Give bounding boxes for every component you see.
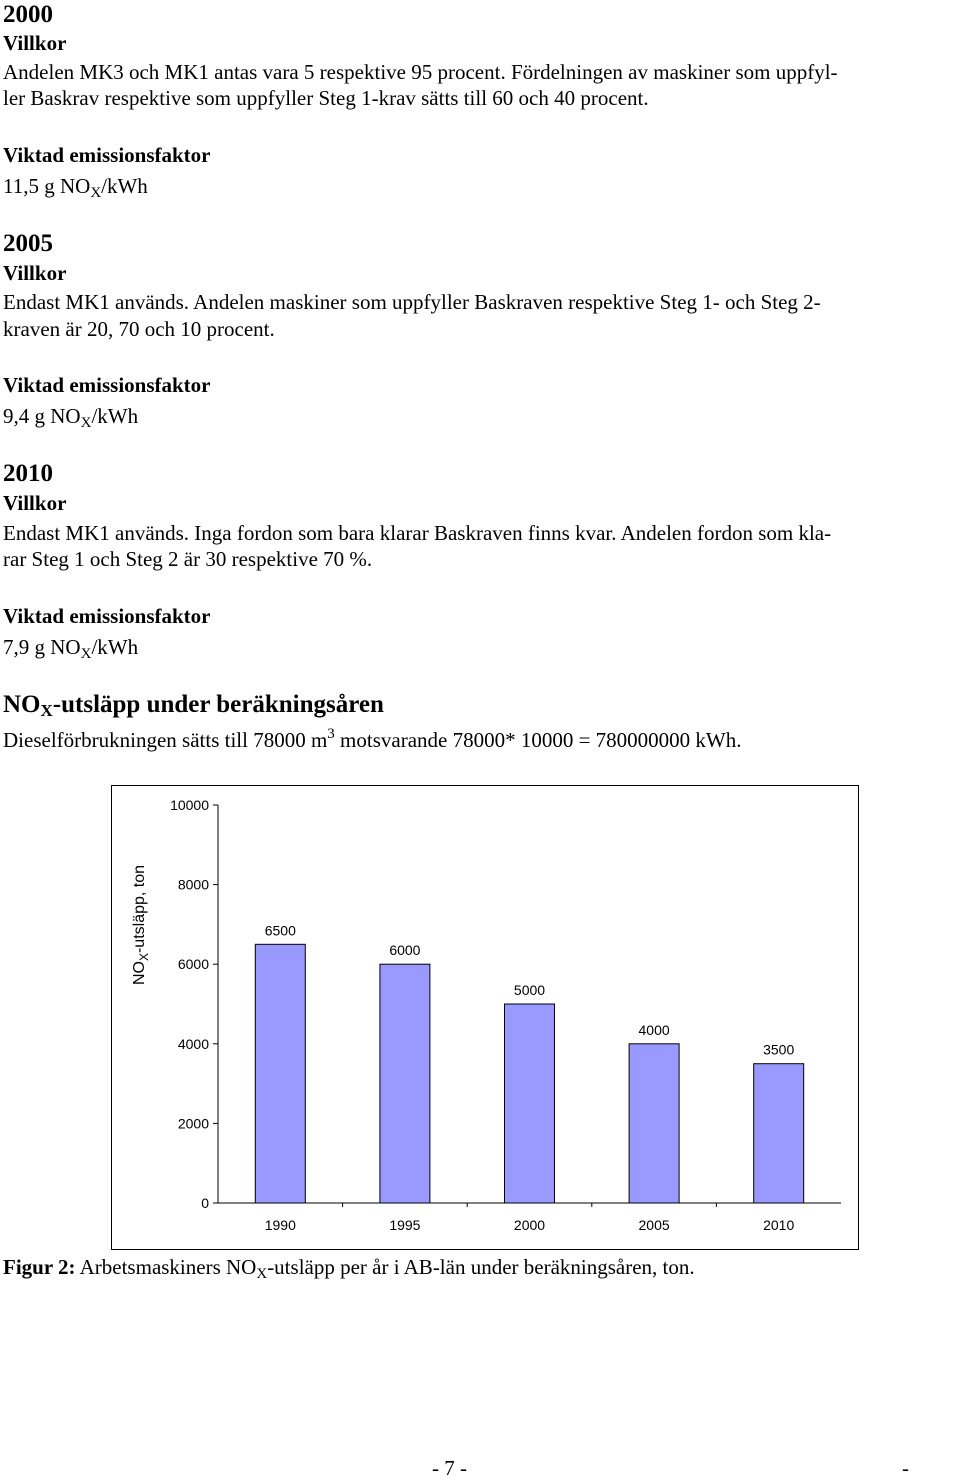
nox-section-heading: $NO_X$-utsläpp under beräkningsåren — [3, 691, 384, 720]
data-label-2010: 3500 — [763, 1041, 795, 1058]
x-tick-label-2010: 2010 — [763, 1217, 795, 1233]
page-number: - 7 - — [432, 1456, 467, 1480]
y-tick-label-10000: 10000 — [170, 797, 209, 813]
x-tick-label-1995: 1995 — [389, 1217, 421, 1233]
data-label-1990: 6500 — [264, 922, 296, 939]
chart-frame — [112, 786, 859, 1250]
villkor-label-2005: Villkor — [3, 261, 67, 285]
bar-2010 — [754, 1064, 804, 1203]
diesel-consumption-text: Dieselförbrukningen sätts till 78000 $m^3$ motsvarande 78000* 10000 = 780000000 kWh. — [3, 726, 742, 752]
conditions-2005-line-2: kraven är 20, 70 och 10 procent. — [3, 317, 275, 341]
nox-emissions-chart — [111, 785, 859, 1250]
footer-dash: - — [902, 1456, 909, 1480]
chart-svg — [111, 785, 859, 1250]
data-label-2005: 4000 — [638, 1021, 670, 1038]
y-tick-label-4000: 4000 — [177, 1035, 209, 1052]
year-heading-2005: 2005 — [3, 230, 53, 257]
bar-1995 — [380, 964, 430, 1203]
figure-caption: Figur 2: Arbetsmaskiners $NO_X$-utsläpp per år i AB-län under beräkningsåren, ton. — [3, 1255, 695, 1282]
x-tick-label-2000: 2000 — [513, 1217, 546, 1233]
factor-value-2000: 11,5 g $NO_X$/kWh — [3, 174, 148, 201]
x-tick-label-2005: 2005 — [638, 1217, 670, 1233]
bar-2000 — [505, 1004, 555, 1203]
y-tick-label-6000: 6000 — [177, 956, 209, 973]
bar-1990 — [255, 944, 305, 1203]
conditions-2010-line-2: rar Steg 1 och Steg 2 är 30 respektive 70 %. — [3, 547, 373, 571]
year-heading-2000: 2000 — [3, 1, 53, 28]
factor-value-2005: 9,4 g $NO_X$/kWh — [3, 404, 139, 431]
svg-text:NOX-utsläpp, ton: $NO_X$-utsläpp, ton — [131, 864, 151, 986]
villkor-label-2010: Villkor — [3, 491, 67, 515]
y-tick-label-0: 0 — [201, 1195, 209, 1211]
factor-label-2010: Viktad emissionsfaktor — [3, 604, 211, 628]
factor-label-2005: Viktad emissionsfaktor — [3, 373, 211, 397]
year-heading-2010: 2010 — [3, 460, 53, 487]
data-label-2000: 5000 — [513, 982, 546, 998]
villkor-label-2000: Villkor — [3, 31, 67, 55]
factor-value-2010: 7,9 g $NO_X$/kWh — [3, 635, 139, 662]
conditions-2000-line-1: Andelen MK3 och MK1 antas vara 5 respektive 95 procent. Fördelningen av maskiner som uppfyl- — [3, 60, 838, 84]
data-label-1995: 6000 — [389, 942, 421, 959]
conditions-2010-line-1: Endast MK1 används. Inga fordon som bara klarar Baskraven finns kvar. Andelen fordon som kla- — [3, 521, 832, 545]
x-tick-label-1990: 1990 — [264, 1217, 296, 1233]
factor-label-2000: Viktad emissionsfaktor — [3, 143, 211, 167]
bar-2005 — [629, 1044, 679, 1203]
conditions-2005-line-1: Endast MK1 används. Andelen maskiner som uppfyller Baskraven respektive Steg 1- och Steg 2- — [3, 290, 821, 314]
y-tick-label-2000: 2000 — [177, 1115, 209, 1132]
conditions-2000-line-2: ler Baskrav respektive som uppfyller Steg 1-krav sätts till 60 och 40 procent. — [3, 86, 649, 110]
y-tick-label-8000: 8000 — [177, 876, 209, 893]
